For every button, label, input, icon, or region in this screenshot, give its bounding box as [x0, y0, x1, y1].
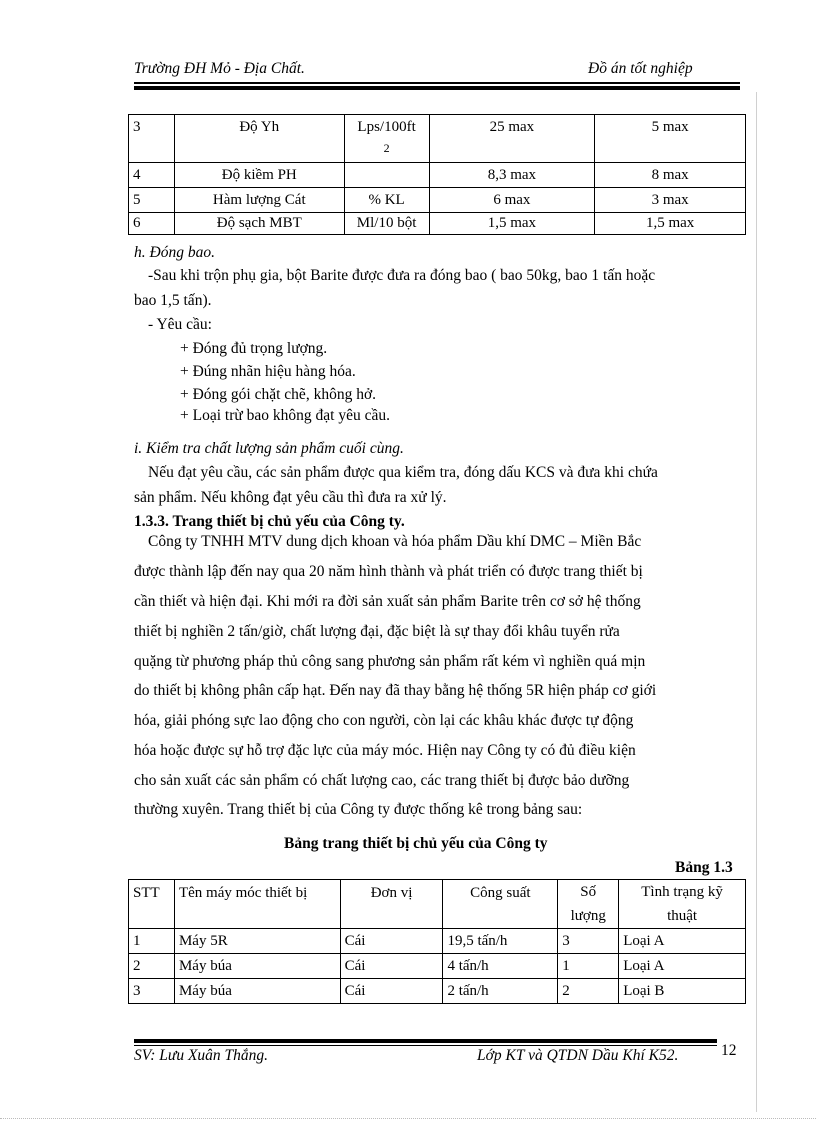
paragraph-line: cần thiết và hiện đại. Khi mới ra đời sản xuất sản phẩm Barite trên cơ sở hệ thống: [134, 593, 641, 610]
table-title: Bảng trang thiết bị chủ yếu của Công ty: [284, 835, 548, 852]
cell-no: 4: [129, 163, 175, 188]
paragraph-line: quặng từ phương pháp thủ công sang phương sản phẩm rất kém vì nghiền quá mịn: [134, 653, 646, 670]
header-qty-line2: lượng: [570, 908, 606, 924]
paragraph-line: thiết bị nghiền 2 tấn/giờ, chất lượng đại, đặc biệt là sự thay đổi khâu tuyển rửa: [134, 623, 620, 640]
cell-name: Máy 5R: [174, 929, 340, 954]
cell-unit: Cái: [340, 954, 443, 979]
list-item: + Đúng nhãn hiệu hàng hóa.: [180, 363, 356, 380]
unit-line: Lps/100ft: [357, 119, 416, 135]
cell-capacity: 4 tấn/h: [443, 954, 558, 979]
equipment-table: [128, 879, 746, 1004]
cell-value2: 3 max: [595, 188, 746, 213]
cell-value1: 25 max: [429, 115, 595, 163]
cell-no: 6: [129, 213, 175, 235]
header-status-line1: Tình trạng kỹ: [641, 884, 723, 900]
cell-unit: Ml/10 bột: [344, 213, 429, 235]
header-right: Đồ án tốt nghiệp: [588, 60, 693, 77]
section-h-para-line1: -Sau khi trộn phụ gia, bột Barite được đưa ra đóng bao ( bao 50kg, bao 1 tấn hoặc: [148, 267, 656, 284]
header-qty-line1: Số: [580, 884, 597, 900]
section-h-heading: h. Đóng bao.: [134, 244, 215, 261]
cell-value1: 6 max: [429, 188, 595, 213]
cell-qty: 3: [558, 929, 619, 954]
paragraph-line: Công ty TNHH MTV dung dịch khoan và hóa phẩm Dầu khí DMC – Miền Bắc: [148, 533, 642, 550]
paragraph-line: được thành lập đến nay qua 20 năm hình thành và phát triển có được trang thiết bị: [134, 563, 643, 580]
cell-no: 3: [129, 115, 175, 163]
list-item: + Đóng đủ trọng lượng.: [180, 340, 328, 357]
table-row: [129, 163, 746, 188]
cell-qty: 2: [558, 979, 619, 1004]
table-header-row: [129, 880, 746, 929]
header-name: Tên máy móc thiết bị: [174, 880, 340, 929]
properties-table: [128, 114, 746, 235]
cell-status: Loại B: [619, 979, 746, 1004]
table-label: Bảng 1.3: [675, 859, 733, 876]
list-item: + Đóng gói chặt chẽ, không hở.: [180, 386, 377, 403]
cell-unit: % KL: [344, 188, 429, 213]
footer-right: Lớp KT và QTDN Dầu Khí K52.: [477, 1047, 679, 1064]
page-bottom-dotted: [0, 1118, 816, 1119]
cell-name: Độ sạch MBT: [174, 213, 344, 235]
section-i-heading: i. Kiểm tra chất lượng sản phẩm cuối cùng.: [134, 440, 404, 457]
cell-capacity: 2 tấn/h: [443, 979, 558, 1004]
paragraph-line: do thiết bị không phân cấp hạt. Đến nay đã thay bằng hệ thống 5R hiện pháp cơ giới: [134, 682, 657, 699]
header-stt: STT: [129, 880, 175, 929]
cell-name: Máy búa: [174, 954, 340, 979]
cell-stt: 2: [129, 954, 175, 979]
footer-left: SV: Lưu Xuân Thắng.: [134, 1047, 269, 1064]
section-h-req-label: - Yêu cầu:: [148, 316, 212, 333]
header-capacity: Công suất: [443, 880, 558, 929]
table-row: [129, 979, 746, 1004]
paragraph-line: hóa, giải phóng sực lao động cho con người, còn lại các khâu khác được tự động: [134, 712, 634, 729]
cell-value2: 8 max: [595, 163, 746, 188]
cell-value1: 1,5 max: [429, 213, 595, 235]
paragraph-line: thường xuyên. Trang thiết bị của Công ty được thống kê trong bảng sau:: [134, 801, 583, 818]
list-item: + Loại trừ bao không đạt yêu cầu.: [180, 407, 390, 424]
cell-unit: Cái: [340, 929, 443, 954]
section-133-heading: 1.3.3. Trang thiết bị chủ yếu của Công ty.: [134, 513, 405, 530]
header-unit: Đơn vị: [340, 880, 443, 929]
footer-rule-thick: [134, 1039, 717, 1043]
cell-stt: 1: [129, 929, 175, 954]
cell-unit: [344, 115, 429, 163]
section-i-line1: Nếu đạt yêu cầu, các sản phẩm được qua kiểm tra, đóng dấu KCS và đưa khi chứa: [148, 464, 658, 481]
paragraph-line: cho sản xuất các sản phẩm có chất lượng cao, các trang thiết bị được bảo dưỡng: [134, 772, 630, 789]
table-row: [129, 954, 746, 979]
paragraph-line: hóa hoặc được sự hỗ trợ đặc lực của máy móc. Hiện nay Công ty có đủ điều kiện: [134, 742, 636, 759]
table-row: [129, 115, 746, 163]
header-rule: [134, 82, 740, 84]
section-i-line2: sản phẩm. Nếu không đạt yêu cầu thì đưa ra xử lý.: [134, 489, 447, 506]
cell-unit: Cái: [340, 979, 443, 1004]
cell-status: Loại A: [619, 954, 746, 979]
cell-value1: 8,3 max: [429, 163, 595, 188]
header-status-line2: thuật: [667, 908, 698, 924]
table-row: [129, 929, 746, 954]
cell-no: 5: [129, 188, 175, 213]
header-rule-thick: [134, 86, 740, 90]
cell-value2: 1,5 max: [595, 213, 746, 235]
cell-name: Độ kiềm PH: [174, 163, 344, 188]
cell-qty: 1: [558, 954, 619, 979]
cell-name: Độ Yh: [174, 115, 344, 163]
header-qty: [558, 880, 619, 929]
cell-status: Loại A: [619, 929, 746, 954]
page-shadow-right: [756, 92, 757, 1112]
header-status: [619, 880, 746, 929]
cell-name: Hàm lượng Cát: [174, 188, 344, 213]
page-number: 12: [721, 1042, 737, 1059]
cell-value2: 5 max: [595, 115, 746, 163]
table-row: [129, 213, 746, 235]
cell-name: Máy búa: [174, 979, 340, 1004]
cell-stt: 3: [129, 979, 175, 1004]
footer-rule: [134, 1045, 717, 1046]
header-left: Trường ĐH Mỏ - Địa Chất.: [134, 60, 305, 77]
cell-unit: [344, 163, 429, 188]
table-row: [129, 188, 746, 213]
unit-line: 2: [383, 141, 390, 155]
section-h-para-line2: bao 1,5 tấn).: [134, 292, 212, 309]
cell-capacity: 19,5 tấn/h: [443, 929, 558, 954]
